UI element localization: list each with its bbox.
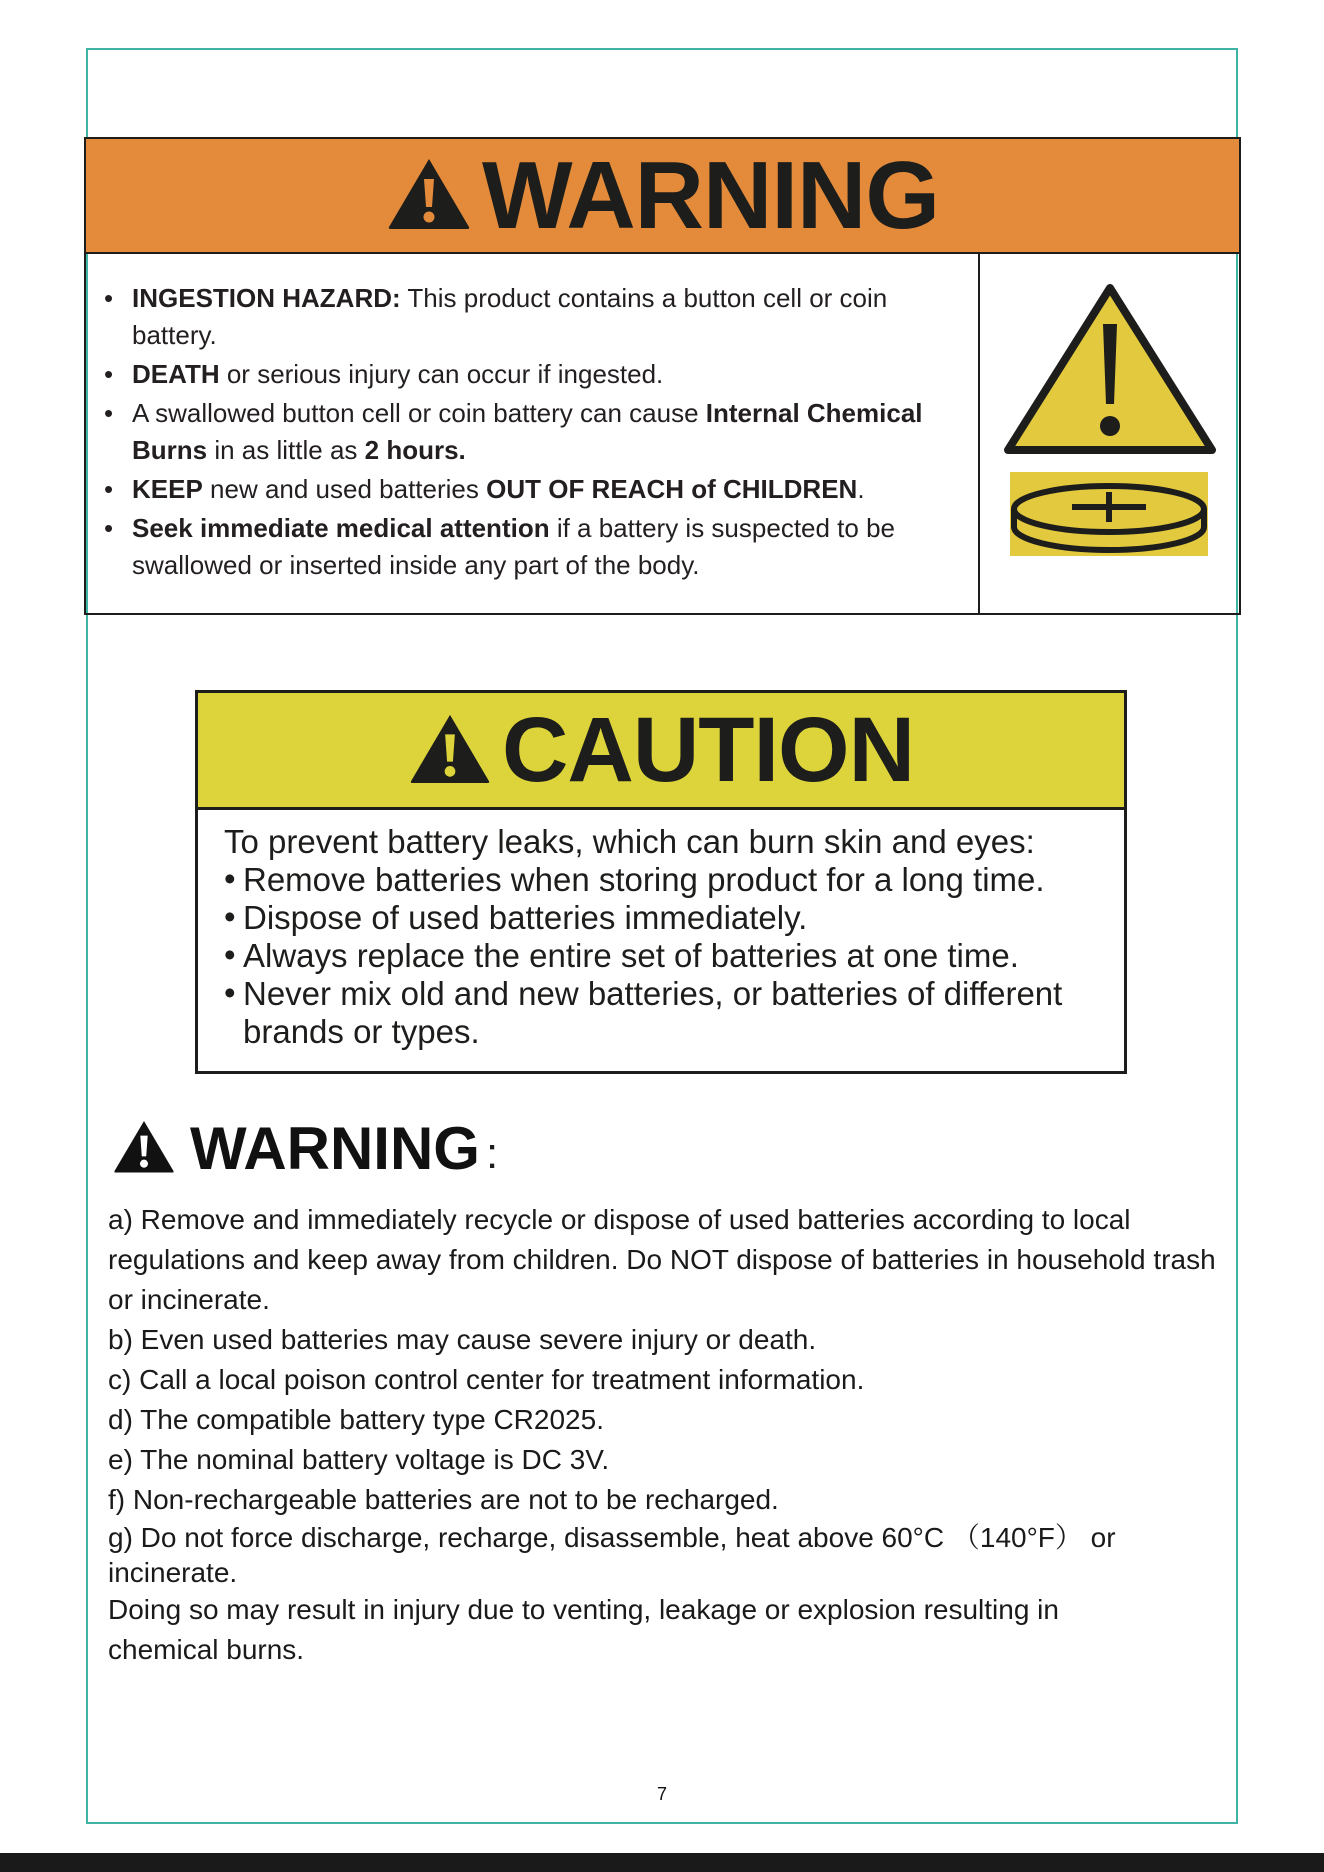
list-item: • Never mix old and new batteries, or batteries of different brands or types. [224, 975, 1114, 1051]
warning-list [86, 254, 976, 584]
warning-section-title: WARNING [190, 1114, 480, 1182]
list-item: • KEEP new and used batteries OUT OF REACH of CHILDREN. [86, 471, 976, 508]
list-item: • DEATH or serious injury can occur if ingested. [86, 356, 976, 393]
warning-item-f: f) Non-rechargeable batteries are not to be recharged. [108, 1484, 779, 1515]
warning-section-heading [112, 1114, 499, 1182]
caution-box [195, 690, 1127, 1074]
warning-body [86, 254, 976, 615]
warning-box [84, 137, 1241, 615]
warning-section-colon: : [485, 1128, 499, 1178]
warning-item-c: c) Call a local poison control center for treatment information. [108, 1364, 865, 1395]
warning-icon-area [980, 254, 1241, 615]
caution-title: CAUTION [501, 699, 915, 801]
caution-header [198, 693, 1124, 810]
warning-triangle-icon [1008, 288, 1212, 450]
list-item: • A swallowed button cell or coin battery can cause Internal Chemical Burns in as little as 2 hours. [86, 395, 976, 469]
list-item: • Remove batteries when storing product for a long time. [224, 861, 1114, 899]
caution-body [224, 823, 1114, 1051]
warning-triangle-icon [386, 155, 472, 236]
page-number: 7 [656, 1784, 667, 1804]
warning-triangle-icon [112, 1118, 176, 1179]
warning-section-items [108, 1200, 1228, 1670]
warning-item-e: e) The nominal battery voltage is DC 3V. [108, 1444, 610, 1475]
list-item: • Dispose of used batteries immediately. [224, 899, 1114, 937]
warning-item-d: d) The compatible battery type CR2025. [108, 1404, 604, 1435]
caution-intro: To prevent battery leaks, which can burn skin and eyes: [224, 823, 1035, 860]
list-item: • Seek immediate medical attention if a battery is suspected to be swallowed or inserted inside any part of the body. [86, 510, 976, 584]
warning-item-a: a) Remove and immediately recycle or dispose of used batteries according to local regulations and keep away from children. Do NOT dispose of batteries in household trash or incinerate. [108, 1204, 1216, 1315]
list-item: • INGESTION HAZARD: This product contains a button cell or coin battery. [86, 280, 976, 354]
warning-item-b: b) Even used batteries may cause severe injury or death. [108, 1324, 817, 1355]
warning-title: WARNING [482, 141, 939, 249]
warning-item-g: g) Do not force discharge, recharge, disassemble, heat above 60°C （140°F） or incinerate. [108, 1522, 1116, 1588]
bottom-bar [0, 1853, 1324, 1872]
coin-battery-icon [1010, 472, 1208, 556]
list-item: • Always replace the entire set of batteries at one time. [224, 937, 1114, 975]
warning-header [86, 139, 1239, 254]
warning-triangle-icon [408, 711, 492, 790]
caution-list [224, 861, 1114, 1051]
warning-item-note: Doing so may result in injury due to venting, leakage or explosion resulting in chemical burns. [108, 1594, 1059, 1665]
